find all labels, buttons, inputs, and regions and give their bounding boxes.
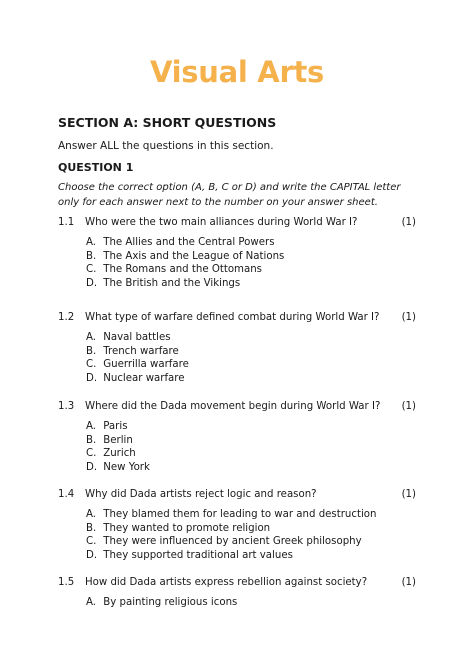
- option-text: The Allies and the Central Powers: [103, 237, 275, 248]
- option-letter: B.: [86, 250, 97, 262]
- question-text: Where did the Dada movement begin during World War I?: [85, 401, 381, 412]
- option-letter: D.: [86, 278, 98, 290]
- option-text: Zurich: [103, 448, 136, 460]
- option-text: Berlin: [103, 434, 133, 446]
- question-marks: (1): [401, 312, 416, 323]
- question-text: How did Dada artists express rebellion against society?: [85, 577, 368, 588]
- option-letter: B.: [86, 522, 97, 534]
- question-marks: (1): [401, 577, 416, 588]
- answer-option: [86, 549, 293, 563]
- answer-option: [86, 250, 284, 264]
- answer-option: [86, 522, 270, 536]
- question-text: Why did Dada artists reject logic and reason?: [85, 489, 317, 500]
- option-text: The British and the Vikings: [103, 278, 241, 290]
- answer-option: [86, 372, 185, 386]
- answer-option: [86, 596, 237, 610]
- option-text: By painting religious icons: [103, 597, 238, 608]
- option-text: The Romans and the Ottomans: [103, 264, 262, 276]
- option-letter: A.: [86, 509, 97, 520]
- option-letter: A.: [86, 237, 97, 248]
- question-number: 1.3: [58, 401, 75, 412]
- option-letter: C.: [86, 359, 97, 371]
- option-letter: C.: [86, 448, 97, 460]
- section-intro: Answer ALL the questions in this section.: [58, 140, 274, 152]
- option-letter: C.: [86, 264, 97, 276]
- question-text: Who were the two main alliances during World War I?: [85, 217, 358, 228]
- section-heading: SECTION A: SHORT QUESTIONS: [58, 115, 277, 130]
- question-number: 1.2: [58, 312, 75, 323]
- answer-option: [86, 434, 133, 448]
- question-text: What type of warfare defined combat during World War I?: [85, 312, 380, 323]
- option-text: Paris: [103, 421, 128, 432]
- option-letter: D.: [86, 462, 98, 474]
- answer-option: [86, 236, 275, 250]
- question-row: [58, 311, 416, 325]
- answer-option: [86, 508, 377, 522]
- option-text: New York: [103, 462, 150, 474]
- option-letter: C.: [86, 536, 97, 548]
- question-heading: QUESTION 1: [58, 161, 134, 174]
- option-letter: B.: [86, 434, 97, 446]
- answer-option: [86, 420, 128, 434]
- option-letter: A.: [86, 597, 97, 608]
- option-text: They blamed them for leading to war and destruction: [103, 509, 377, 520]
- answer-option: [86, 345, 179, 359]
- option-letter: D.: [86, 550, 98, 562]
- question-number: 1.1: [58, 217, 75, 228]
- option-letter: A.: [86, 332, 97, 343]
- option-text: Guerrilla warfare: [103, 359, 189, 371]
- question-row: [58, 576, 416, 590]
- answer-option: [86, 277, 240, 291]
- answer-option: [86, 331, 171, 345]
- option-text: The Axis and the League of Nations: [103, 250, 285, 262]
- answer-option: [86, 461, 150, 475]
- answer-option: [86, 358, 189, 372]
- question-marks: (1): [401, 217, 416, 228]
- question-row: [58, 216, 416, 230]
- answer-option: [86, 447, 136, 461]
- document-title: Visual Arts: [150, 55, 324, 89]
- question-marks: (1): [401, 401, 416, 412]
- option-text: They were influenced by ancient Greek philosophy: [103, 536, 362, 548]
- option-text: They wanted to promote religion: [103, 522, 271, 534]
- question-number: 1.5: [58, 577, 75, 588]
- option-letter: A.: [86, 421, 97, 432]
- option-text: Trench warfare: [103, 345, 179, 357]
- question-instruction: Choose the correct option (A, B, C or D) and write the CAPITAL letter only for each answer next to the number on your answer sheet.: [58, 182, 401, 208]
- question-row: [58, 400, 416, 414]
- question-row: [58, 488, 416, 502]
- option-letter: D.: [86, 373, 98, 385]
- answer-option: [86, 263, 262, 277]
- option-text: Nuclear warfare: [103, 373, 185, 385]
- question-number: 1.4: [58, 489, 75, 500]
- question-marks: (1): [401, 489, 416, 500]
- option-letter: B.: [86, 345, 97, 357]
- option-text: Naval battles: [103, 332, 171, 343]
- option-text: They supported traditional art values: [103, 550, 293, 562]
- answer-option: [86, 535, 362, 549]
